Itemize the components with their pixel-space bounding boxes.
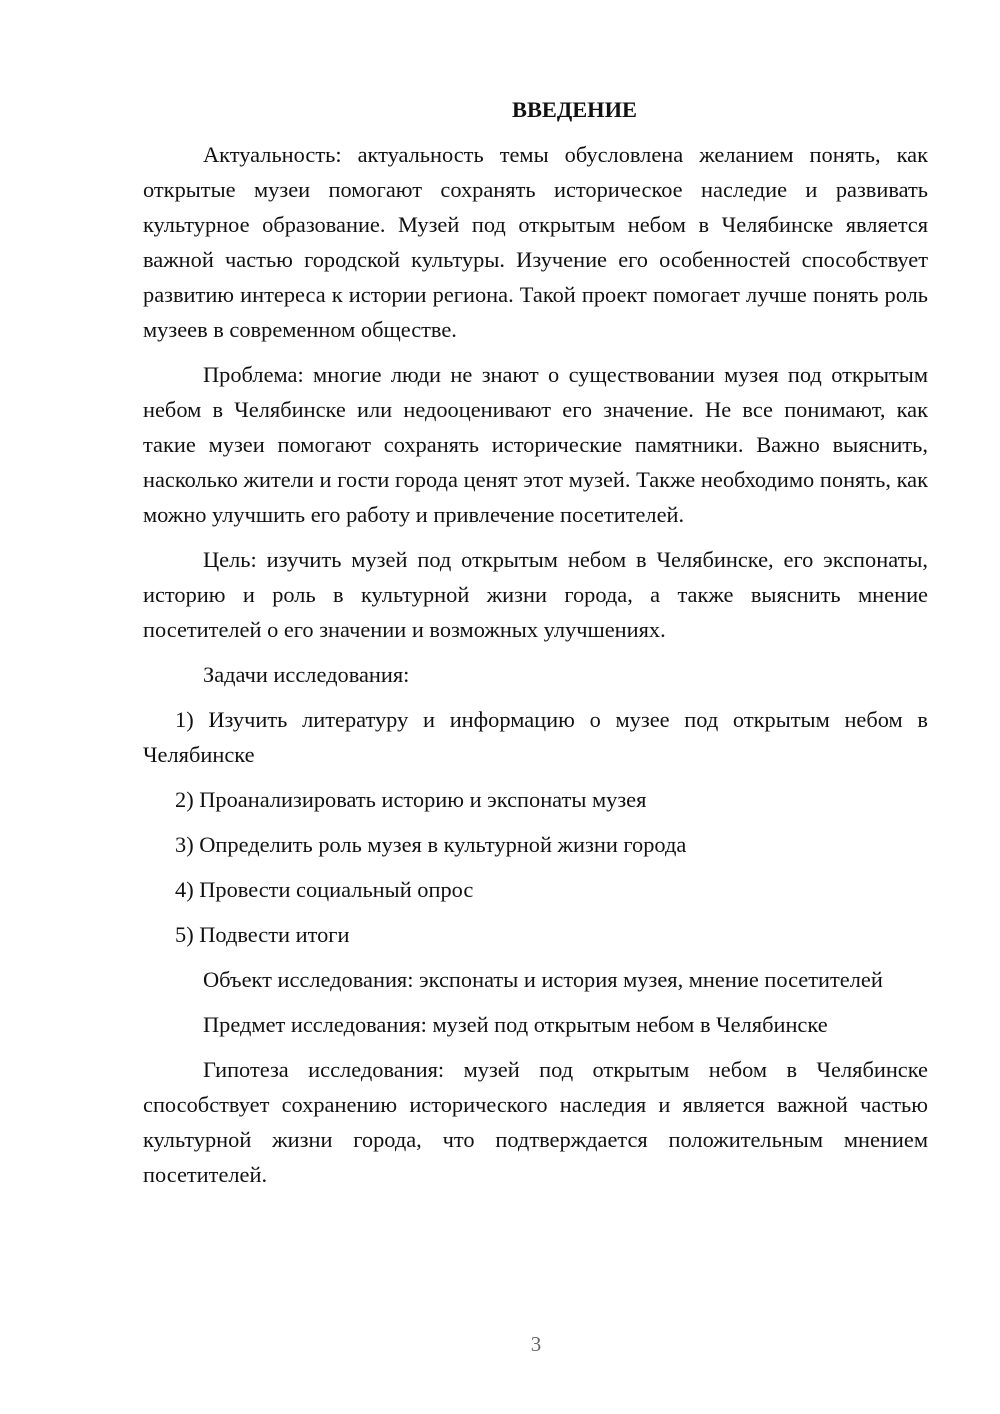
tasks-heading: Задачи исследования: bbox=[203, 662, 410, 687]
document-page bbox=[143, 92, 928, 1192]
task-item-4: 4) Провести социальный опрос bbox=[175, 877, 474, 902]
goal-paragraph: Цель: изучить музей под открытым небом в Челябинске, его экспонаты, историю и роль в культурной жизни города, а также выяснить мнение посетителей о его значении и возможных улучшениях. bbox=[143, 547, 928, 642]
relevance-paragraph: Актуальность: актуальность темы обусловлена желанием понять, как открытые музеи помогают сохранять историческое наследие и развивать культурное образование. Музей под открытым небом в Челябинске является важной частью городской культуры. Изучение его особенностей способствует развитию интереса к истории региона. Такой проект помогает лучше понять роль музеев в современном обществе. bbox=[143, 142, 928, 342]
task-item-3: 3) Определить роль музея в культурной жизни города bbox=[175, 832, 687, 857]
task-item-2: 2) Проанализировать историю и экспонаты музея bbox=[175, 787, 647, 812]
page-number: 3 bbox=[530, 1332, 542, 1356]
subject-paragraph: Предмет исследования: музей под открытым небом в Челябинске bbox=[203, 1012, 828, 1037]
task-item-1: 1) Изучить литературу и информацию о музее под открытым небом в Челябинске bbox=[143, 707, 928, 767]
task-item-5: 5) Подвести итоги bbox=[175, 922, 350, 947]
problem-paragraph: Проблема: многие люди не знают о существовании музея под открытым небом в Челябинске или недооценивают его значение. Не все понимают, как такие музеи помогают сохранять исторические памятники. Важно выяснить, насколько жители и гости города ценят этот музей. Также необходимо понять, как можно улучшить его работу и привлечение посетителей. bbox=[143, 362, 928, 527]
section-title: ВВЕДЕНИЕ bbox=[512, 97, 637, 122]
object-paragraph: Объект исследования: экспонаты и история музея, мнение посетителей bbox=[203, 967, 883, 992]
hypothesis-paragraph: Гипотеза исследования: музей под открытым небом в Челябинске способствует сохранению исторического наследия и является важной частью культурной жизни города, что подтверждается положительным мнением посетителей. bbox=[143, 1057, 928, 1187]
